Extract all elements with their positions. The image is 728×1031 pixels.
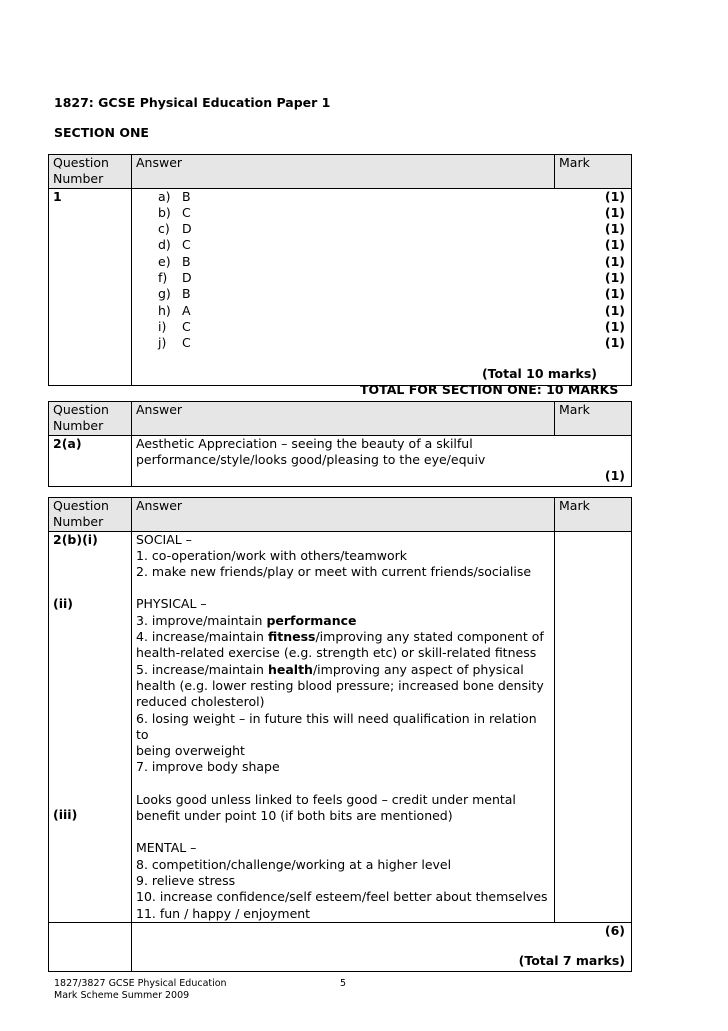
answer-header: Answer — [132, 402, 555, 436]
question-mark: (1) — [604, 468, 625, 484]
answer-row: d) C — [158, 237, 191, 253]
document-title: 1827: GCSE Physical Education Paper 1 — [54, 95, 331, 110]
question-2a-table — [48, 401, 632, 487]
question-2b-table — [48, 497, 632, 972]
answer-cell: SOCIAL – 1. co-operation/work with others/teamwork 2. make new friends/play or meet with current friends/socialise PHYSICAL – 3. improve/maintain performance 4. increase/maintain fitness/improving any stated component of health-related exercise (e.g. strength etc) or skill-related fitness 5. increase/maintain health/improving any aspect of physical health (e.g. lower resting blood pressure; increased bone density reduced cholesterol) 6. losing weight – in future this will need qualification in relation to being overweight 7. improve body shape Looks good unless linked to feels good – credit under mental benefit under point 10 (if both bits are mentioned) MENTAL – 8. competition/challenge/working at a higher level 9. relieve stress 10. increase confidence/self esteem/feel better about themselves 11. fun / happy / enjoyment — [132, 531, 555, 922]
question-number: 2(a) — [49, 435, 132, 487]
question-total: (Total 7 marks) — [518, 953, 625, 969]
question-numbers: 2(b)(i) (ii) (iii) — [49, 531, 132, 922]
question-number: 1 — [49, 188, 132, 385]
answer-header: Answer — [132, 155, 555, 189]
footer-line: Mark Scheme Summer 2009 — [54, 990, 190, 1001]
answer-row: f) D — [158, 270, 192, 286]
answer-text: performance/style/looks good/pleasing to the eye/equiv — [136, 451, 486, 467]
question-number-header: Question Number — [49, 155, 132, 189]
answer-row: e) B — [158, 253, 191, 269]
answer-row: j) C — [158, 335, 191, 351]
page-number: 5 — [340, 978, 347, 989]
question-number-header: Question Number — [49, 498, 132, 532]
answer-row: b) C — [158, 204, 191, 220]
answer-list — [158, 189, 192, 352]
answer-row: a) B — [158, 188, 191, 204]
mark-header: Mark — [555, 155, 632, 189]
answer-row: i) C — [158, 318, 191, 334]
mark-list: (1) (1) (1) (1) (1) (1) (1) (1) (1) (1) — [604, 188, 625, 351]
section-heading: SECTION ONE — [54, 125, 149, 140]
answer-row: h) A — [158, 302, 191, 318]
mark-header: Mark — [555, 402, 632, 436]
answer-text: Aesthetic Appreciation – seeing the beauty of a skilful — [136, 435, 473, 451]
question-mark: (6) — [604, 922, 625, 938]
section-total: TOTAL FOR SECTION ONE: 10 MARKS — [360, 382, 619, 397]
section-one-table — [48, 154, 632, 386]
question-total: (Total 10 marks) — [481, 365, 597, 381]
question-number-header: Question Number — [49, 402, 132, 436]
answer-row: c) D — [158, 221, 192, 237]
answer-header: Answer — [132, 498, 555, 532]
mark-header: Mark — [555, 498, 632, 532]
answer-row: g) B — [158, 286, 191, 302]
footer-line: 1827/3827 GCSE Physical Education — [54, 978, 227, 989]
footer-info — [54, 978, 227, 1002]
